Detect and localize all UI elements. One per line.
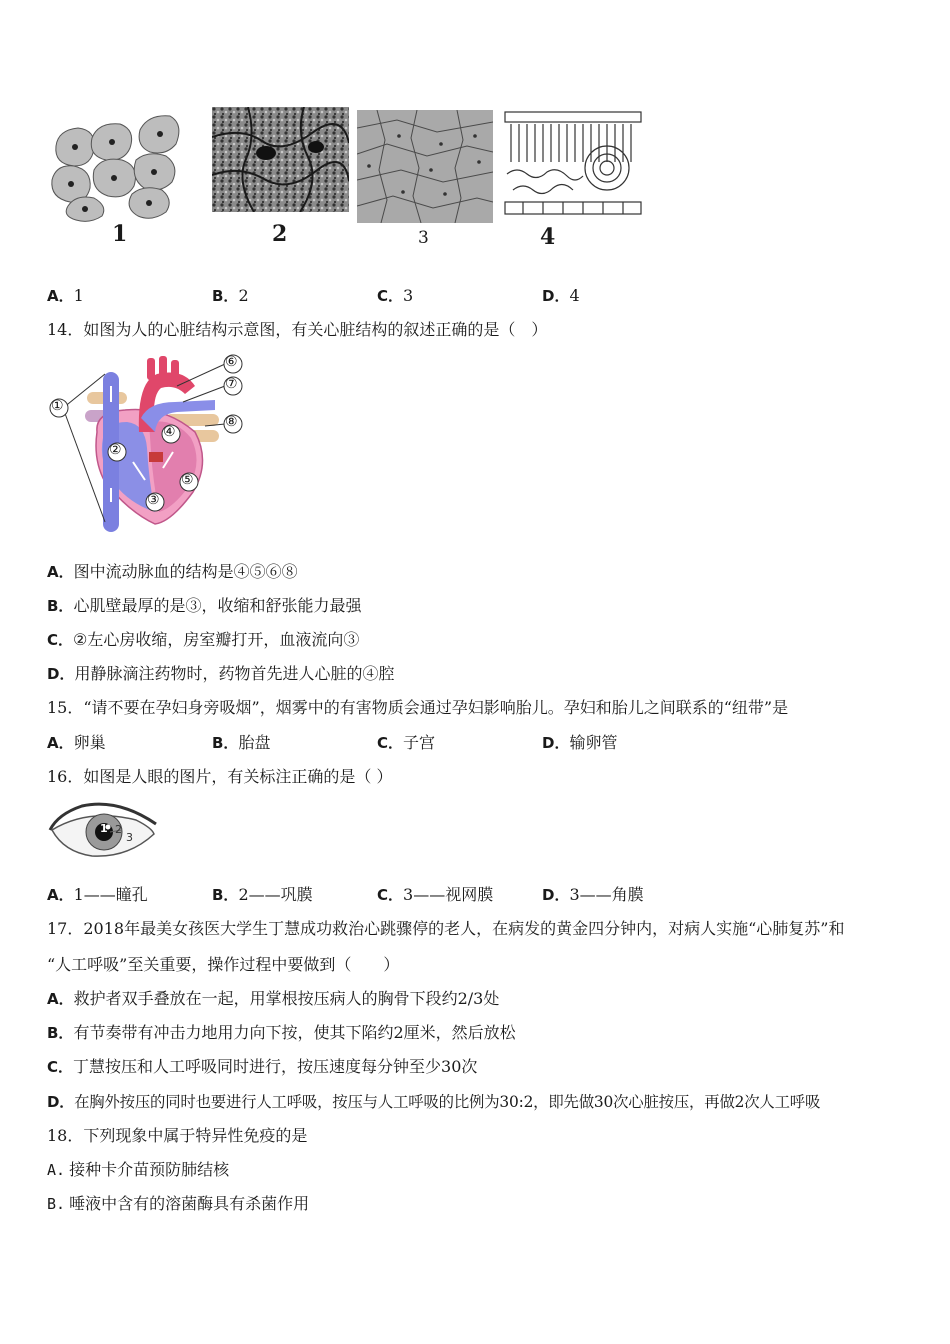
option-text: 接种卡介苗预防肺结核: [69, 1160, 230, 1179]
option-text: 图中流动脉血的结构是④⑤⑥⑧: [73, 562, 298, 581]
option-c[interactable]: [377, 733, 435, 753]
option-label: B．: [47, 1024, 74, 1042]
option-b[interactable]: [212, 885, 313, 905]
option-label: C．: [47, 631, 74, 649]
heart-label-5: ⑤: [181, 472, 194, 488]
option-text: 卵巢: [73, 733, 106, 752]
option-text: 在胸外按压的同时也要进行人工呼吸，按压与人工呼吸的比例为30:2，即先做30次心脏按压，再做2次人工呼吸: [74, 1093, 821, 1111]
cell-figure-1: [48, 108, 188, 223]
option-a[interactable]: [47, 286, 84, 306]
option-label: A．: [47, 990, 74, 1008]
heart-label-8: ⑧: [225, 414, 238, 430]
heart-diagram: [45, 352, 250, 537]
option-text: 1——瞳孔: [73, 885, 148, 904]
option-label: B．: [212, 886, 239, 904]
option-text: 救护者双手叠放在一起，用掌根按压病人的胸骨下段约2/3处: [73, 989, 500, 1008]
option-text: 4: [569, 286, 580, 305]
option-text: 2——巩膜: [238, 885, 313, 904]
option-a[interactable]: [47, 733, 106, 753]
q17-option-b[interactable]: [47, 1023, 516, 1043]
option-text: 唾液中含有的溶菌酶具有杀菌作用: [69, 1194, 310, 1213]
option-label: C．: [377, 734, 404, 752]
option-label: A．: [47, 287, 74, 305]
q17-stem-line2: “人工呼吸”至关重要，操作过程中要做到（ ）: [47, 955, 400, 974]
option-d[interactable]: [542, 286, 580, 306]
cell-figure-2: [212, 107, 349, 212]
heart-label-7: ⑦: [225, 376, 238, 392]
option-text: 心肌壁最厚的是③，收缩和舒张能力最强: [73, 596, 362, 615]
option-c[interactable]: [377, 286, 413, 306]
q14-stem: 14．如图为人的心脏结构示意图，有关心脏结构的叙述正确的是（ ）: [47, 320, 548, 339]
option-label: A.: [47, 1161, 66, 1179]
heart-label-4: ④: [163, 424, 176, 440]
eye-label-1: 1: [100, 822, 108, 835]
heart-label-3: ③: [147, 492, 160, 508]
q17-option-a[interactable]: [47, 989, 499, 1009]
option-text: 1: [73, 286, 84, 305]
option-label: B．: [212, 734, 239, 752]
option-label: D．: [542, 734, 570, 752]
figure-label-4: 4: [540, 224, 556, 250]
heart-label-1: ①: [51, 398, 64, 414]
option-c[interactable]: [377, 885, 493, 905]
option-a[interactable]: [47, 885, 148, 905]
option-text: 2: [238, 286, 249, 305]
option-text: 用静脉滴注药物时，药物首先进人心脏的④腔: [74, 664, 395, 683]
option-d[interactable]: [542, 733, 617, 753]
figure-label-3: 3: [418, 228, 429, 248]
option-label: D．: [47, 1093, 75, 1111]
option-text: ②左心房收缩，房室瓣打开，血液流向③: [73, 630, 360, 649]
option-text: 胎盘: [238, 733, 271, 752]
option-label: D．: [542, 886, 570, 904]
q18-option-a[interactable]: [47, 1160, 229, 1180]
option-text: 3——视网膜: [403, 885, 494, 904]
figure-label-1: 1: [112, 221, 128, 247]
option-text: 丁慧按压和人工呼吸同时进行，按压速度每分钟至少30次: [73, 1057, 478, 1076]
option-label: D．: [542, 287, 570, 305]
heart-label-2: ②: [109, 442, 122, 458]
q17-option-c[interactable]: [47, 1057, 477, 1077]
option-text: 子宫: [403, 733, 436, 752]
q18-stem: 18．下列现象中属于特异性免疫的是: [47, 1126, 308, 1145]
option-label: B．: [212, 287, 239, 305]
option-label: C．: [377, 886, 404, 904]
q15-stem: 15．“请不要在孕妇身旁吸烟”，烟雾中的有害物质会通过孕妇影响胎儿。孕妇和胎儿之间联系的“纽带”是: [47, 698, 789, 717]
option-text: 有节奏带有冲击力地用力向下按，使其下陷约2厘米，然后放松: [73, 1023, 516, 1042]
option-label: D．: [47, 665, 75, 683]
figure-label-2: 2: [272, 221, 288, 247]
option-label: A．: [47, 886, 74, 904]
option-label: A．: [47, 734, 74, 752]
eye-label-3: 3: [126, 831, 133, 844]
cell-figure-4: [503, 110, 643, 218]
option-label: C．: [47, 1058, 74, 1076]
option-d[interactable]: [542, 885, 644, 905]
option-text: 3——角膜: [569, 885, 644, 904]
q17-option-d[interactable]: [47, 1092, 820, 1112]
option-label: C．: [377, 287, 404, 305]
q14-option-b[interactable]: [47, 596, 361, 616]
q18-option-b[interactable]: [47, 1194, 309, 1214]
q14-option-a[interactable]: [47, 562, 298, 582]
option-text: 输卵管: [569, 733, 618, 752]
eye-label-2: 2: [115, 823, 122, 836]
option-label: A．: [47, 563, 74, 581]
option-b[interactable]: [212, 733, 270, 753]
cell-figure-3: [357, 110, 493, 223]
option-label: B.: [47, 1195, 66, 1213]
heart-label-6: ⑥: [225, 354, 238, 370]
option-label: B．: [47, 597, 74, 615]
q14-option-c[interactable]: [47, 630, 359, 650]
q14-option-d[interactable]: [47, 664, 394, 684]
q16-stem: 16．如图是人眼的图片，有关标注正确的是（ ）: [47, 767, 393, 786]
eye-diagram: [48, 800, 160, 862]
option-b[interactable]: [212, 286, 249, 306]
q17-stem-line1: 17．2018年最美女孩医大学生丁慧成功救治心跳骤停的老人，在病发的黄金四分钟内，对病人实施“心肺复苏”和: [47, 919, 845, 938]
option-text: 3: [403, 286, 414, 305]
